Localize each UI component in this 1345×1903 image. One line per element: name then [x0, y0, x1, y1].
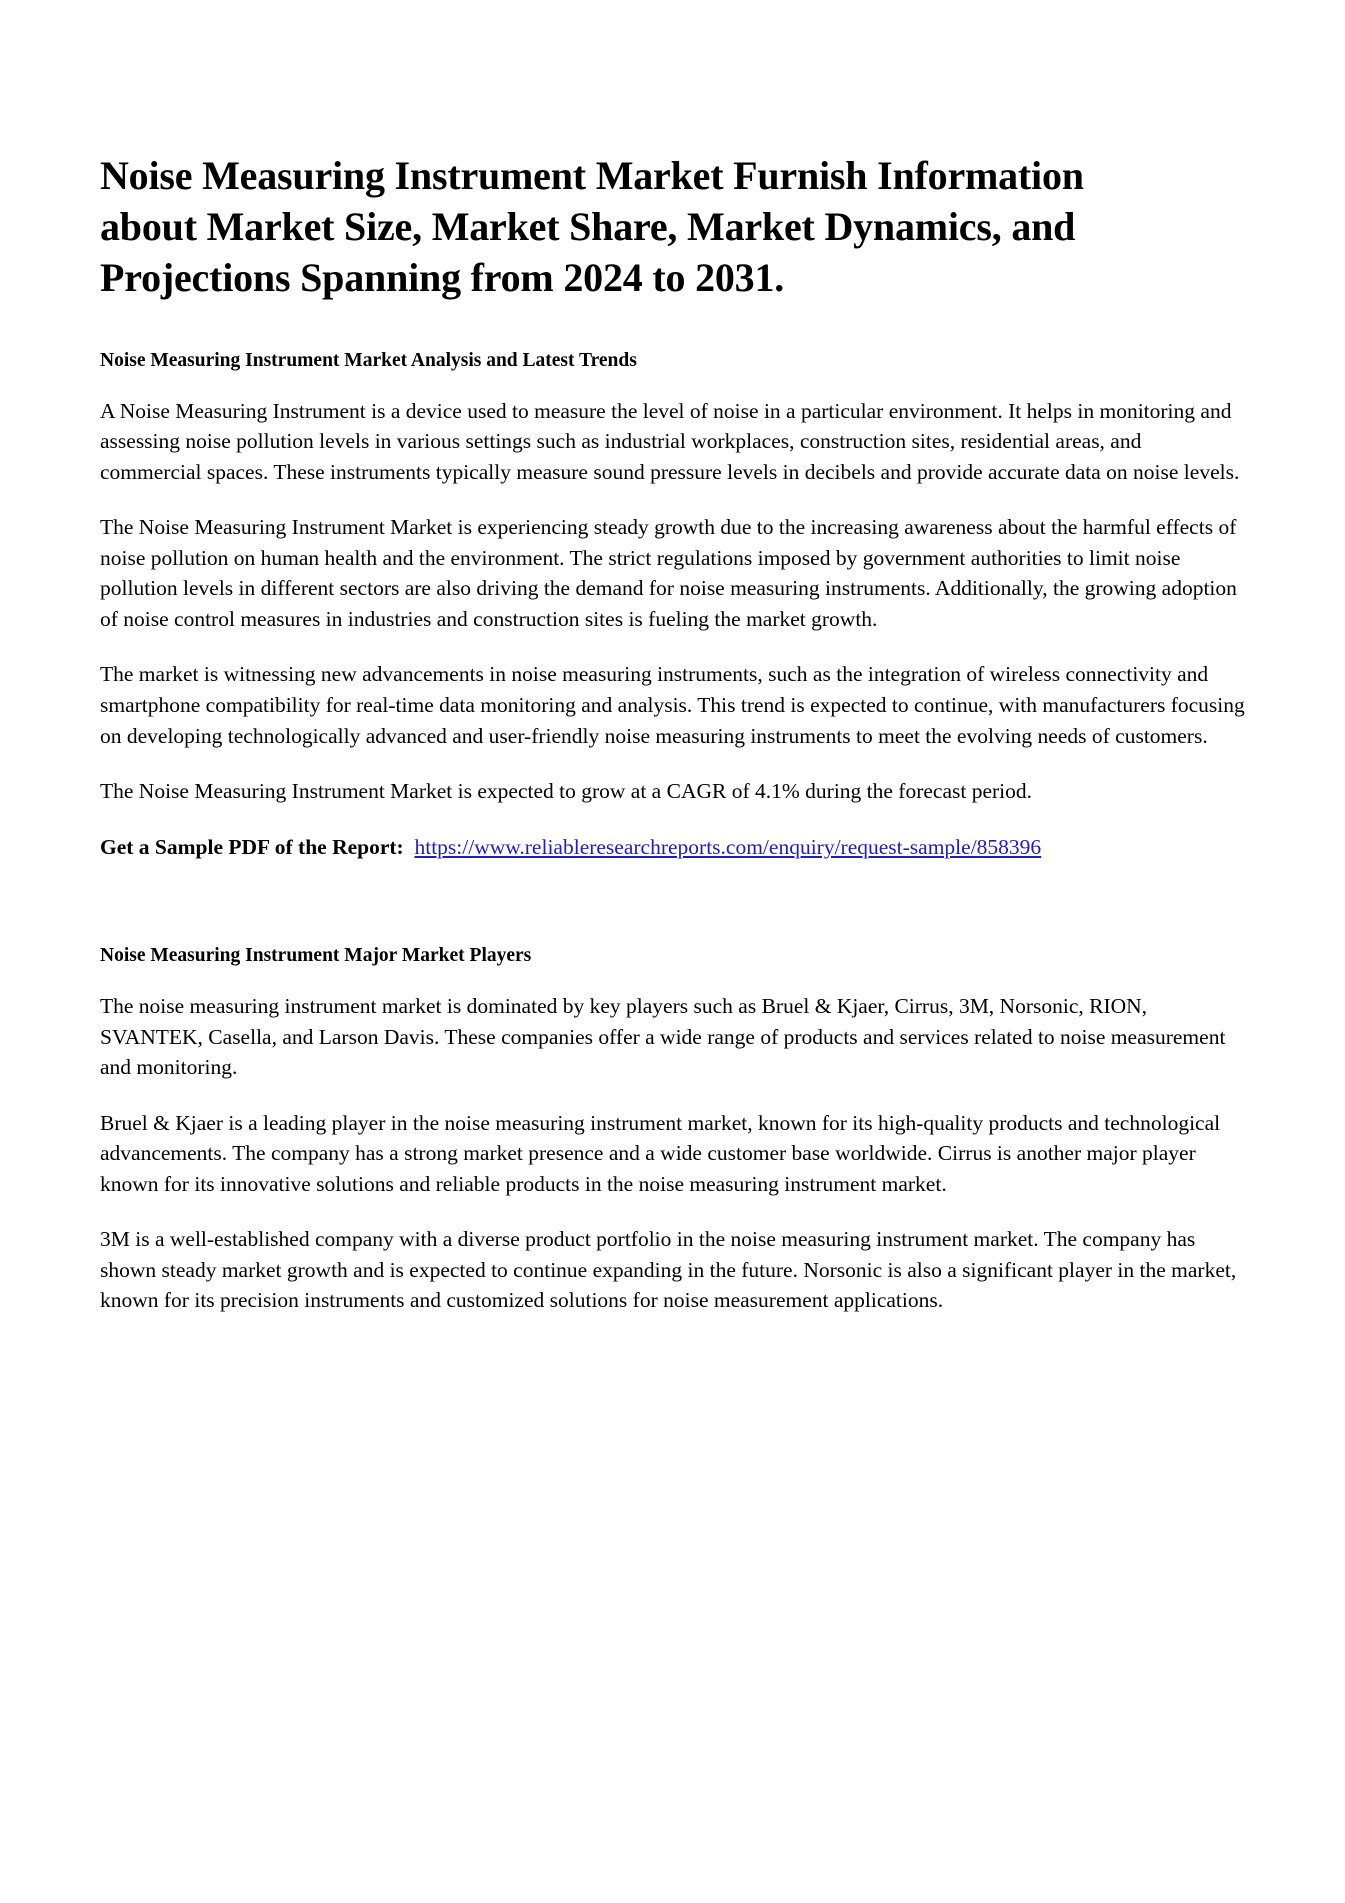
paragraph-3m-norsonic: 3M is a well-established company with a diverse product portfolio in the noise measuring instrument market. The company has shown steady market growth and is expected to continue expanding in the future. Norsonic is also a significant player in the market, known for its precision instruments and customized solutions for noise measurement applications.: [100, 1227, 1237, 1313]
section-heading-major-players: Noise Measuring Instrument Major Market Players: [100, 945, 532, 967]
paragraph-key-players: The noise measuring instrument market is dominated by key players such as Bruel & Kjaer, Cirrus, 3M, Norsonic, RION, SVANTEK, Casella, and Larson Davis. These companies offer a wide range of products and services related to noise measurement and monitoring.: [100, 994, 1226, 1080]
paragraph-growth-drivers: The Noise Measuring Instrument Market is experiencing steady growth due to the increasing awareness about the harmful effects of noise pollution on human health and the environment. The strict regulations imposed by government authorities to limit noise pollution levels in different sectors are also driving the demand for noise measuring instruments. Additionally, the growing adoption of noise control measures in industries and construction sites is fueling the market growth.: [100, 515, 1237, 631]
section-spacer: [100, 887, 1245, 945]
paragraph-cagr: The Noise Measuring Instrument Market is expected to grow at a CAGR of 4.1% during the forecast period.: [100, 779, 1033, 804]
section-heading-analysis: Noise Measuring Instrument Market Analysis and Latest Trends: [100, 349, 637, 371]
sample-pdf-link[interactable]: https://www.reliableresearchreports.com/enquiry/request-sample/858396: [414, 834, 1042, 859]
paragraph-advancements: The market is witnessing new advancements in noise measuring instruments, such as the integration of wireless connectivity and smartphone compatibility for real-time data monitoring and analysis. This trend is expected to continue, with manufacturers focusing on developing technologically advanced and user-friendly noise measuring instruments to meet the evolving needs of customers.: [100, 662, 1245, 748]
page-title: Noise Measuring Instrument Market Furnish Information about Market Size, Market Share, Market Dynamics, and Projections Spanning from 2024 to 2031.: [100, 153, 1084, 301]
paragraph-definition: A Noise Measuring Instrument is a device used to measure the level of noise in a particular environment. It helps in monitoring and assessing noise pollution levels in various settings such as industrial workplaces, construction sites, residential areas, and commercial spaces. These instruments typically measure sound pressure levels in decibels and provide accurate data on noise levels.: [100, 398, 1240, 484]
paragraph-bruel-kjaer-cirrus: Bruel & Kjaer is a leading player in the noise measuring instrument market, known for its high-quality products and technological advancements. The company has a strong market presence and a wide customer base worldwide. Cirrus is another major player known for its innovative solutions and reliable products in the noise measuring instrument market.: [100, 1110, 1221, 1196]
sample-pdf-label: Get a Sample PDF of the Report:: [100, 834, 404, 859]
sample-pdf-cta: [100, 832, 1245, 863]
